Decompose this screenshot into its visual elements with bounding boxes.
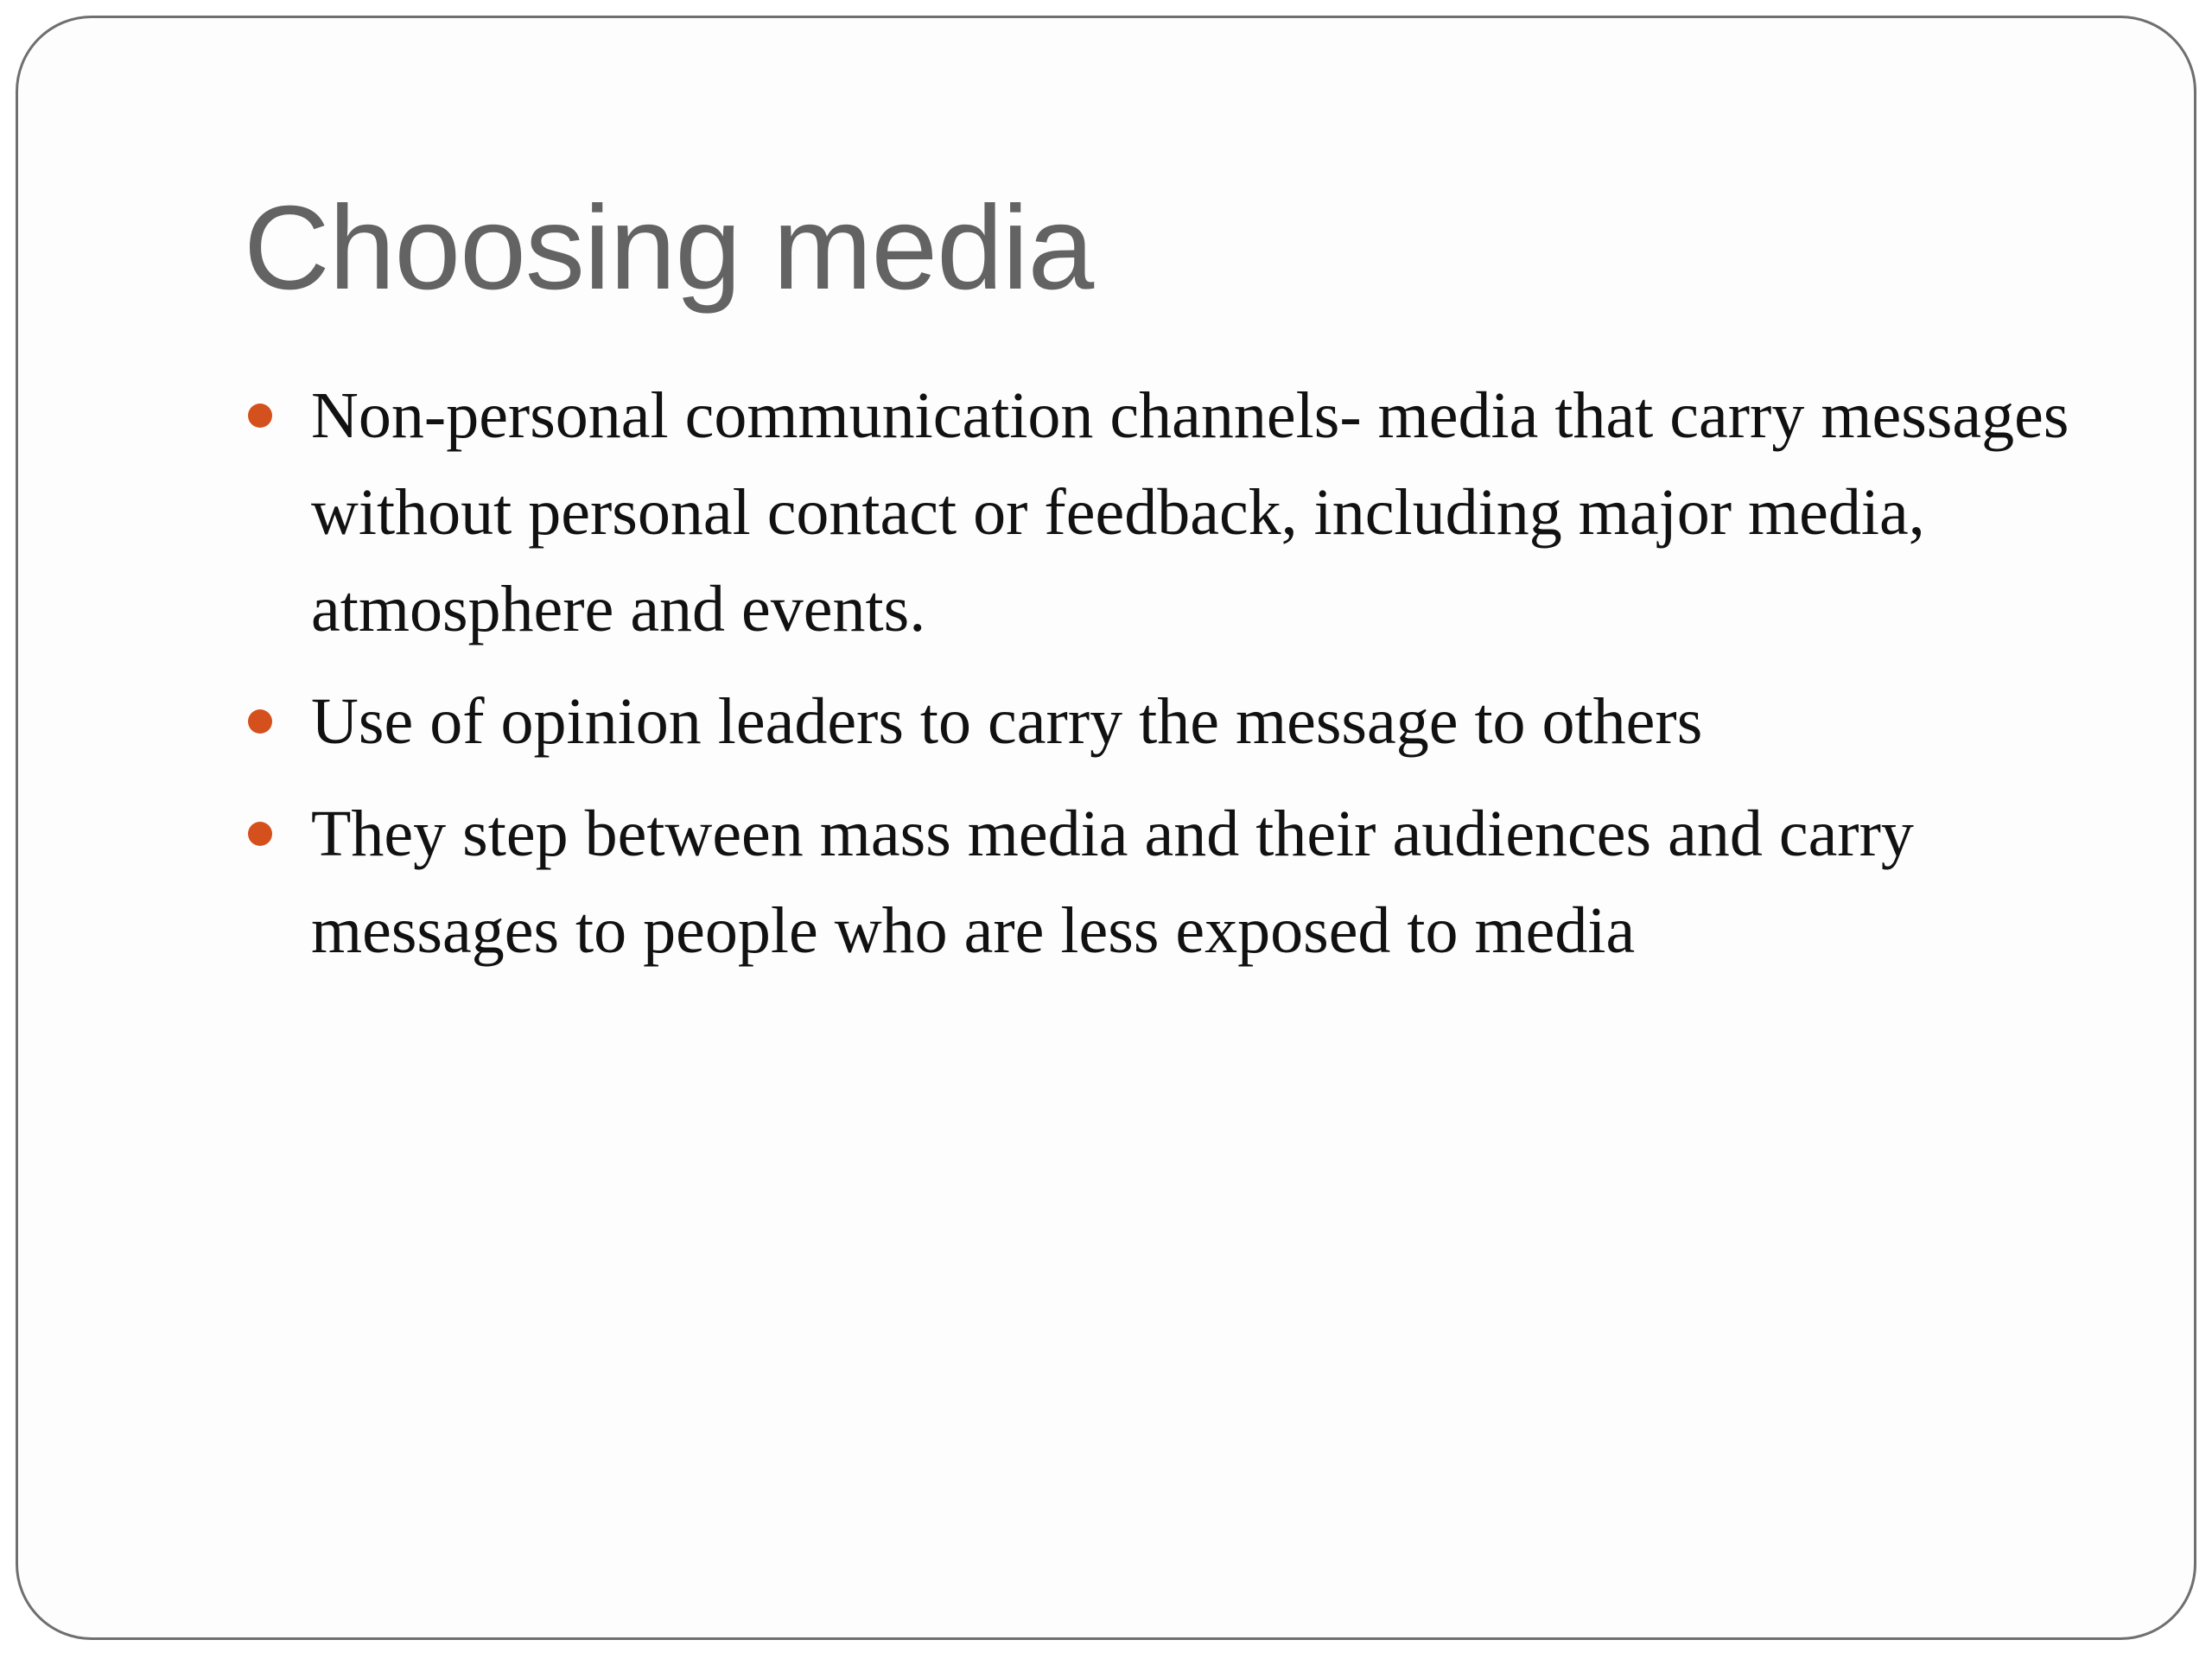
bullet-item <box>244 673 2110 770</box>
slide-title: Choosing media <box>244 181 1094 315</box>
bullet-text: Non-personal communication channels- media that carry messages without personal contact or feedback, including major media, atmosphere and events. <box>311 379 2069 645</box>
bullet-item <box>244 367 2110 658</box>
bullet-dot-icon <box>248 822 272 846</box>
bullet-item <box>244 785 2110 979</box>
bullet-text: Use of opinion leaders to carry the message to others <box>311 685 1703 758</box>
bullet-dot-icon <box>248 709 272 734</box>
bullet-text: They step between mass media and their audiences and carry messages to people who are less exposed to media <box>311 798 1914 967</box>
bullet-dot-icon <box>248 404 272 428</box>
bullet-list <box>244 367 2110 995</box>
